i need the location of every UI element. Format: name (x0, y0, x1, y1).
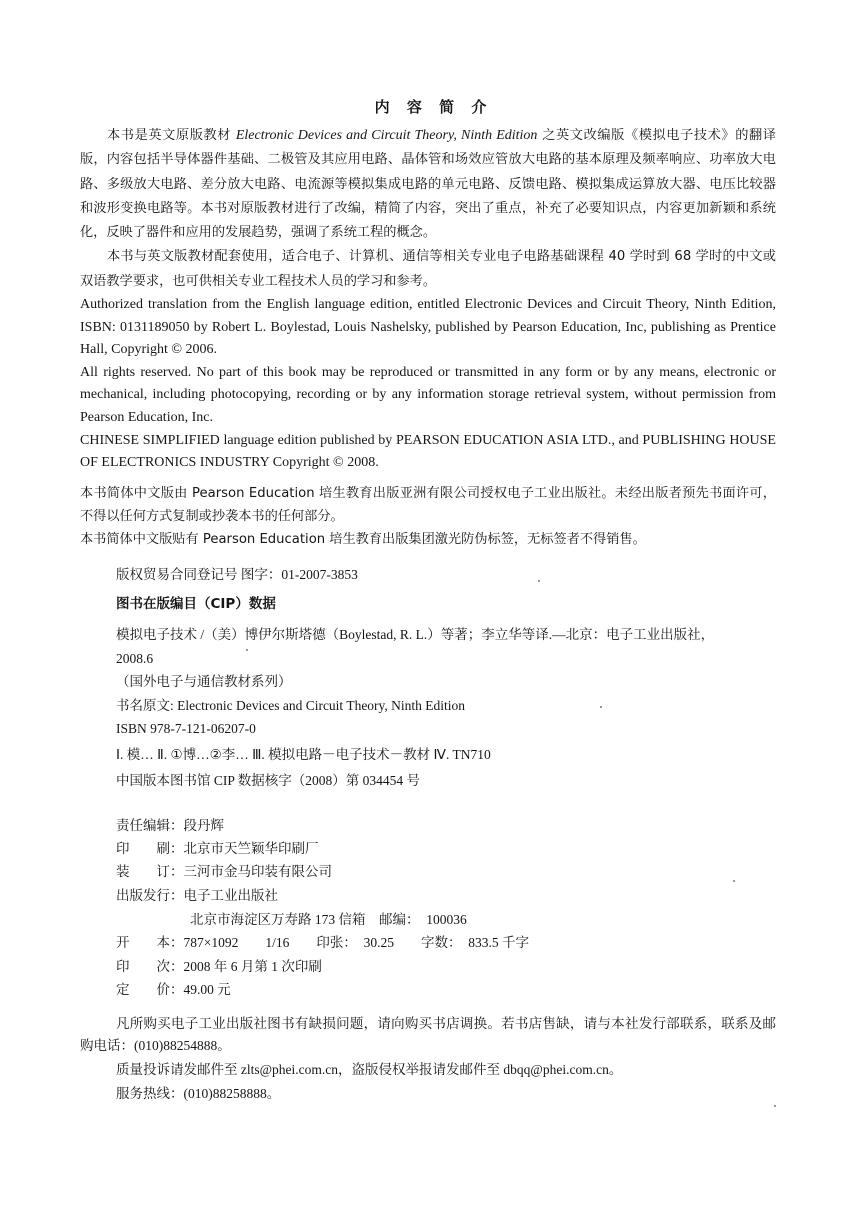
cip-subject-headings: Ⅰ. 模… Ⅱ. ①博…②李… Ⅲ. 模拟电路－电子技术－教材 Ⅳ. TN710 (116, 746, 491, 762)
credit-value: 北京市海淀区万寿路 173 信箱 邮编： 100036 (190, 912, 467, 927)
scan-speck (733, 880, 735, 882)
credit-row-impression (116, 956, 322, 978)
intro-section (80, 124, 776, 294)
credit-value: 段丹辉 (183, 818, 224, 833)
credit-row-printer (116, 838, 319, 860)
credit-label: 印 次： (116, 959, 184, 974)
service-hotline: 服务热线：(010)88258888。 (116, 1086, 281, 1101)
scan-speck (246, 649, 248, 651)
cip-entry-series: （国外电子与通信教材系列） (116, 674, 292, 689)
original-book-title: Electronic Devices and Circuit Theory, Ninth Edition (235, 128, 538, 143)
credit-row-binder (116, 861, 332, 883)
credit-value: 787×1092 1/16 印张： 30.25 字数： 833.5 千字 (183, 935, 529, 950)
credit-row-format (116, 932, 529, 954)
credit-label: 定 价： (116, 982, 184, 997)
cip-original-title: 书名原文: Electronic Devices and Circuit Theory, Ninth Edition (116, 697, 466, 713)
credit-label: 出版发行： (116, 888, 184, 903)
intro-paragraph-2: 本书与英文版教材配套使用，适合电子、计算机、通信等相关专业电子电路基础课程 40 学时到 68 学时的中文或双语教学要求，也可供相关专业工程技术人员的学习和参考。 (80, 249, 776, 289)
credit-value: 2008 年 6 月第 1 次印刷 (183, 959, 322, 974)
credit-label: 责任编辑： (116, 818, 184, 833)
cip-entry-main: 模拟电子技术 /（美）博伊尔斯塔德（Boylestad, R. L.）等著；李立华等译.—北京：电子工业出版社， (116, 627, 715, 642)
credit-row-address (190, 909, 467, 931)
credit-value: 三河市金马印装有限公司 (183, 864, 332, 879)
chinese-license-notice: 本书简体中文版由 Pearson Education 培生教育出版亚洲有限公司授权电子工业出版社。未经出版者预先书面许可，不得以任何方式复制或抄袭本书的任何部分。 (80, 486, 776, 524)
defect-exchange-notice: 凡所购买电子工业出版社图书有缺损问题，请向购买书店调换。若书店售缺，请与本社发行部联系，联系及邮购电话：(010)88254888。 (80, 1016, 776, 1053)
complaint-email-notice: 质量投诉请发邮件至 zlts@phei.com.cn，盗版侵权举报请发邮件至 dbqq@phei.com.cn。 (116, 1062, 623, 1077)
english-copyright-section (80, 294, 776, 475)
credit-label: 印 刷： (116, 841, 184, 856)
scan-speck (774, 1105, 776, 1107)
cip-isbn: ISBN 978-7-121-06207-0 (116, 721, 256, 736)
contract-registration-number: 版权贸易合同登记号 图字：01-2007-3853 (116, 567, 358, 582)
scan-speck (600, 706, 602, 708)
cip-entry-date: 2008.6 (116, 650, 154, 666)
page-title: 内 容 简 介 (374, 98, 493, 116)
cip-heading: 图书在版编目（CIP）数据 (116, 596, 276, 612)
credit-label: 装 订： (116, 864, 184, 879)
cip-record-number: 中国版本图书馆 CIP 数据核字（2008）第 034454 号 (116, 772, 421, 788)
intro-lead-text: 本书是英文原版教材 (107, 128, 236, 143)
intro-body-text: 之英文改编版《模拟电子技术》的翻译版，内容包括半导体器件基础、二极管及其应用电路、晶体管和场效应管放大电路的基本原理及频率响应、功率放大电路、多级放大电路、差分放大电路、电流源等模拟集成电路的单元电路、反馈电路、模拟集成运算放大器、电压比较器和波形变换电路等。本书对原版教材进行了改编，精简了内容，突出了重点，补充了必要知识点，内容更加新颖和系统化，反映了器件和应用的发展趋势，强调了系统工程的概念。 (80, 128, 776, 241)
scan-speck (538, 580, 540, 582)
authorized-translation-notice: Authorized translation from the English language edition, entitled Electronic Devices and Circuit Theory, Ninth Edition, ISBN: 0131189050 by Robert L. Boylestad, Louis Nashelsky, published by Pearson Education, Inc, publishing as Prentice Hall, Copyright © 2006. (80, 297, 776, 358)
credit-row-editor (116, 815, 224, 837)
credit-value: 49.00 元 (183, 982, 231, 997)
credit-value: 北京市天竺颖华印刷厂 (183, 841, 319, 856)
cip-section (116, 593, 776, 792)
simplified-edition-notice: CHINESE SIMPLIFIED language edition published by PEARSON EDUCATION ASIA LTD., and PUBLISHING HOUSE OF ELECTRONICS INDUSTRY Copyright © 2008. (80, 432, 776, 471)
credit-label: 开 本： (116, 935, 184, 950)
credit-row-price (116, 979, 231, 1001)
intro-paragraph-1 (80, 124, 776, 245)
service-notice-section (80, 1013, 776, 1105)
credit-row-publisher (116, 885, 278, 907)
anti-counterfeit-notice: 本书简体中文版贴有 Pearson Education 培生教育出版集团激光防伪标签，无标签者不得销售。 (80, 532, 646, 547)
credit-value: 电子工业出版社 (183, 888, 278, 903)
chinese-copyright-section (80, 482, 776, 551)
rights-reserved-notice: All rights reserved. No part of this book may be reproduced or transmitted in any form or by any means, electronic or mechanical, including photocopying, recording or by any information storage retrieval system, without permission from Pearson Education, Inc. (80, 364, 776, 425)
